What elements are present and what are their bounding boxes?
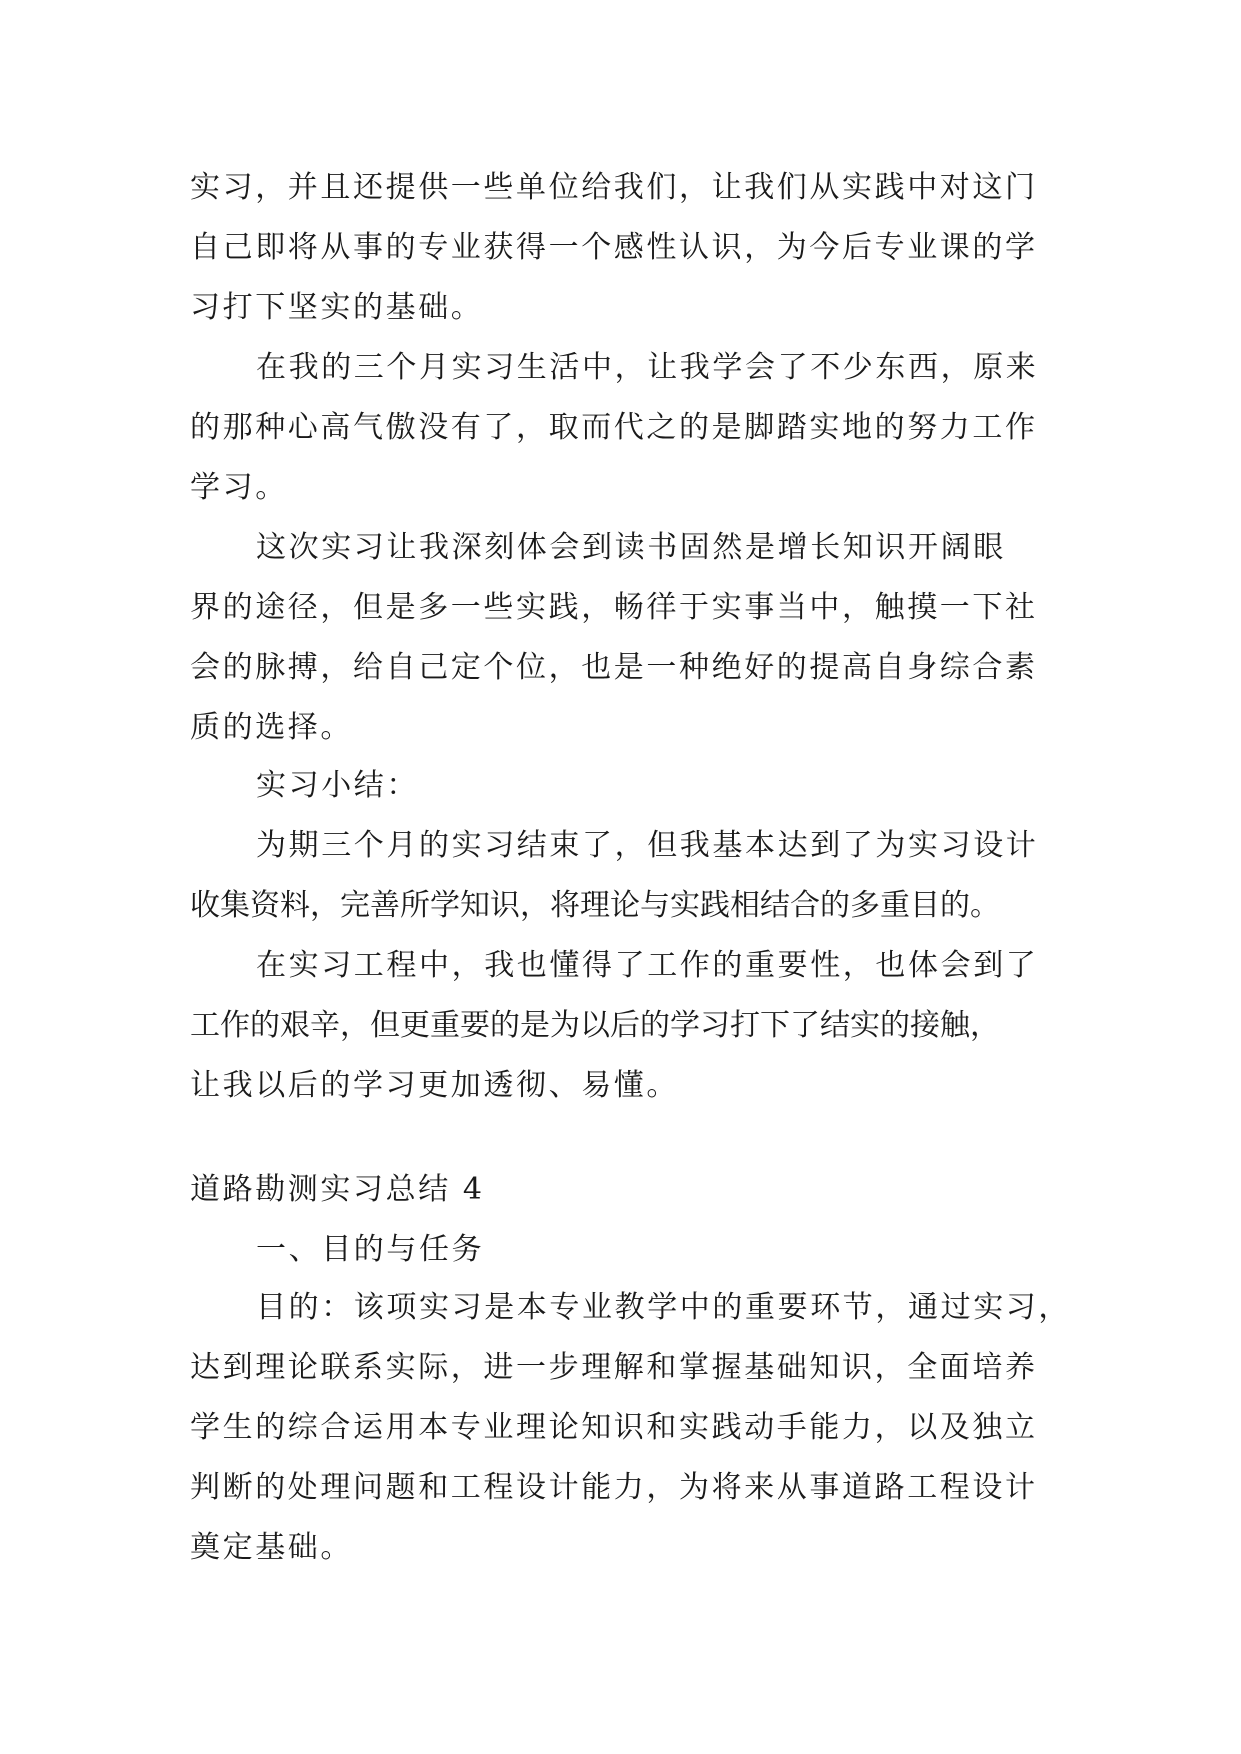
text-line-9: 会的脉搏，给自己定个位，也是一种绝好的提高自身综合素	[190, 650, 1038, 685]
text-line-20: 达到理论联系实际，进一步理解和掌握基础知识，全面培养	[190, 1350, 1038, 1385]
text-line-19: 目的：该项实习是本专业教学中的重要环节，通过实习，	[256, 1290, 1071, 1325]
text-line-2: 自己即将从事的专业获得一个感性认识，为今后专业课的学	[190, 230, 1038, 265]
text-line-14: 在实习工程中，我也懂得了工作的重要性，也体会到了	[256, 948, 1039, 983]
text-line-5: 的那种心高气傲没有了，取而代之的是脚踏实地的努力工作	[190, 410, 1038, 445]
text-line-8: 界的途径，但是多一些实践，畅徉于实事当中，触摸一下社	[190, 590, 1038, 625]
text-line-21: 学生的综合运用本专业理论知识和实践动手能力，以及独立	[190, 1410, 1038, 1445]
section-heading: 道路勘测实习总结 4	[190, 1172, 485, 1207]
text-line-15: 工作的艰辛，但更重要的是为以后的学习打下了结实的接触，	[190, 1008, 1000, 1043]
text-line-11: 实习小结：	[256, 768, 419, 803]
text-line-16: 让我以后的学习更加透彻、易懂。	[190, 1068, 679, 1103]
subsection-heading: 一、目的与任务	[256, 1232, 485, 1267]
text-line-23: 奠定基础。	[190, 1530, 353, 1565]
text-line-1: 实习，并且还提供一些单位给我们，让我们从实践中对这门	[190, 170, 1038, 205]
text-line-22: 判断的处理问题和工程设计能力，为将来从事道路工程设计	[190, 1470, 1038, 1505]
text-line-3: 习打下坚实的基础。	[190, 290, 484, 325]
text-line-6: 学习。	[190, 470, 288, 505]
text-line-7: 这次实习让我深刻体会到读书固然是增长知识开阔眼	[256, 530, 1006, 565]
text-line-4: 在我的三个月实习生活中，让我学会了不少东西，原来	[256, 350, 1039, 385]
text-line-13: 收集资料，完善所学知识，将理论与实践相结合的多重目的。	[190, 888, 1000, 923]
text-line-12: 为期三个月的实习结束了，但我基本达到了为实习设计	[256, 828, 1039, 863]
text-line-10: 质的选择。	[190, 710, 353, 745]
